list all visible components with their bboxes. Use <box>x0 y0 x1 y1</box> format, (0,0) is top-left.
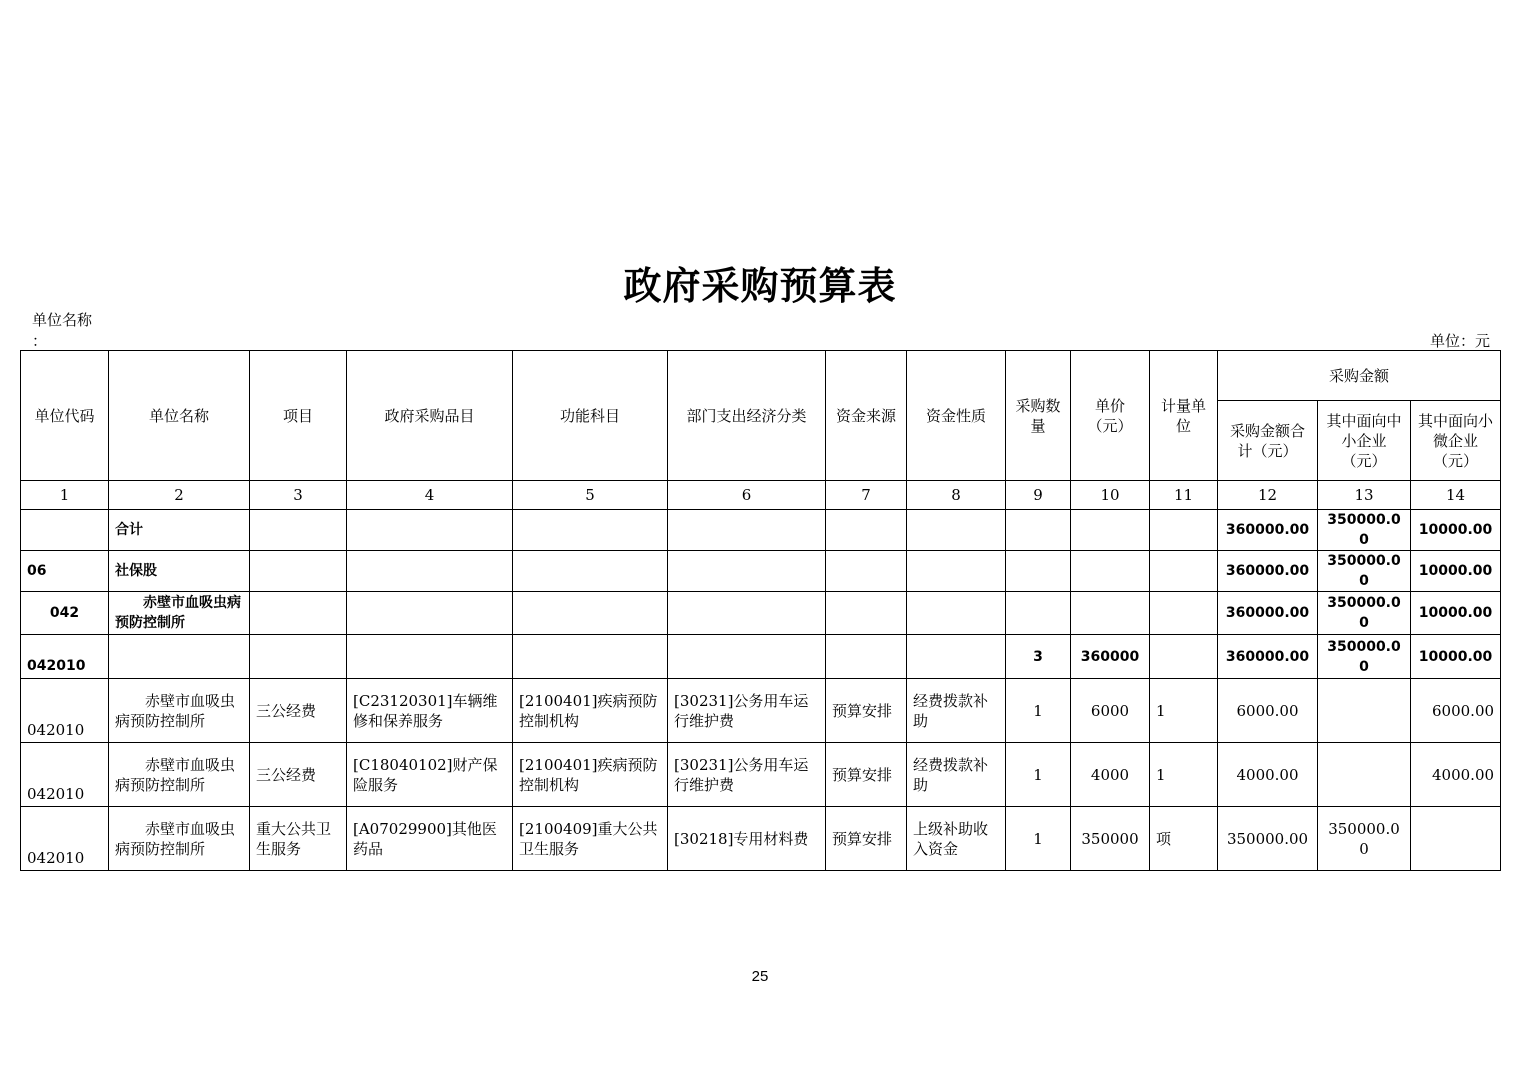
row-sme <box>1318 743 1411 807</box>
row-function: [2100401]疾病预防控制机构 <box>513 679 668 743</box>
header-sme: 其中面向中小企业（元） <box>1318 401 1411 481</box>
row-unit: 1 <box>1150 743 1218 807</box>
row-qty <box>1006 551 1071 592</box>
row-code: 042010 <box>21 679 109 743</box>
row-item: [A07029900]其他医药品 <box>347 807 513 871</box>
row-source: 预算安排 <box>826 807 907 871</box>
row-micro: 10000.00 <box>1411 635 1501 679</box>
row-price <box>1071 510 1150 551</box>
row-total: 360000.00 <box>1218 510 1318 551</box>
row-code: 042 <box>21 592 109 635</box>
row-micro: 10000.00 <box>1411 592 1501 635</box>
row-nature: 经费拨款补助 <box>907 679 1006 743</box>
row-name: 合计 <box>109 510 250 551</box>
col-number: 6 <box>668 481 826 510</box>
col-number: 10 <box>1071 481 1150 510</box>
row-name: 社保股 <box>109 551 250 592</box>
row-micro: 6000.00 <box>1411 679 1501 743</box>
row-source: 预算安排 <box>826 743 907 807</box>
row-code: 042010 <box>21 635 109 679</box>
row-micro: 10000.00 <box>1411 551 1501 592</box>
col-number: 4 <box>347 481 513 510</box>
row-code: 042010 <box>21 743 109 807</box>
page-title: 政府采购预算表 <box>623 263 897 308</box>
row-sme <box>1318 679 1411 743</box>
header-fund-nature: 资金性质 <box>907 351 1006 481</box>
procurement-budget-table <box>20 350 1501 871</box>
col-number: 11 <box>1150 481 1218 510</box>
summary-row-unit <box>21 592 1501 635</box>
summary-row-dept <box>21 551 1501 592</box>
row-micro: 4000.00 <box>1411 743 1501 807</box>
unit-name-label: 单位名称 <box>32 311 93 329</box>
row-project: 重大公共卫生服务 <box>250 807 347 871</box>
row-micro: 10000.00 <box>1411 510 1501 551</box>
unit-name-colon: ： <box>32 332 48 350</box>
col-number: 2 <box>109 481 250 510</box>
col-number: 14 <box>1411 481 1501 510</box>
summary-row-total <box>21 510 1501 551</box>
row-nature: 经费拨款补助 <box>907 743 1006 807</box>
row-econ: [30231]公务用车运行维护费 <box>668 743 826 807</box>
row-name: 赤壁市血吸虫病预防控制所 <box>109 807 250 871</box>
row-total: 350000.00 <box>1218 807 1318 871</box>
row-total: 360000.00 <box>1218 551 1318 592</box>
header-micro: 其中面向小微企业（元） <box>1411 401 1501 481</box>
col-number: 12 <box>1218 481 1318 510</box>
row-source: 预算安排 <box>826 679 907 743</box>
row-project: 三公经费 <box>250 743 347 807</box>
row-econ: [30231]公务用车运行维护费 <box>668 679 826 743</box>
row-price: 350000 <box>1071 807 1150 871</box>
row-code <box>21 510 109 551</box>
row-name: 赤壁市血吸虫病预防控制所 <box>109 679 250 743</box>
header-unit-name: 单位名称 <box>109 351 250 481</box>
row-total: 360000.00 <box>1218 635 1318 679</box>
row-item: [C23120301]车辆维修和保养服务 <box>347 679 513 743</box>
row-micro <box>1411 807 1501 871</box>
page-number: 25 <box>751 968 769 985</box>
row-price <box>1071 592 1150 635</box>
row-function: [2100401]疾病预防控制机构 <box>513 743 668 807</box>
row-sme: 350000.00 <box>1318 592 1411 635</box>
header-dept-econ-class: 部门支出经济分类 <box>668 351 826 481</box>
header-amount-total: 采购金额合计（元） <box>1218 401 1318 481</box>
row-total: 360000.00 <box>1218 592 1318 635</box>
row-item: [C18040102]财产保险服务 <box>347 743 513 807</box>
header-unit-code: 单位代码 <box>21 351 109 481</box>
row-qty <box>1006 510 1071 551</box>
row-sme: 350000.00 <box>1318 635 1411 679</box>
row-function: [2100409]重大公共卫生服务 <box>513 807 668 871</box>
row-name: 赤壁市血吸虫病预防控制所 <box>109 743 250 807</box>
row-qty: 1 <box>1006 807 1071 871</box>
table-row <box>21 807 1501 871</box>
header-measure-unit: 计量单位 <box>1150 351 1218 481</box>
row-sme: 350000.00 <box>1318 551 1411 592</box>
row-code: 042010 <box>21 807 109 871</box>
header-function-subject: 功能科目 <box>513 351 668 481</box>
header-quantity: 采购数量 <box>1006 351 1071 481</box>
col-number: 9 <box>1006 481 1071 510</box>
row-unit: 项 <box>1150 807 1218 871</box>
row-total: 4000.00 <box>1218 743 1318 807</box>
col-number: 8 <box>907 481 1006 510</box>
table-row <box>21 679 1501 743</box>
row-price: 4000 <box>1071 743 1150 807</box>
header-procurement-item: 政府采购品目 <box>347 351 513 481</box>
col-number: 13 <box>1318 481 1411 510</box>
col-number: 5 <box>513 481 668 510</box>
row-unit: 1 <box>1150 679 1218 743</box>
table-row <box>21 743 1501 807</box>
row-name: 赤壁市血吸虫病预防控制所 <box>109 592 250 635</box>
row-price <box>1071 551 1150 592</box>
currency-unit-label: 单位：元 <box>1429 332 1490 350</box>
row-project: 三公经费 <box>250 679 347 743</box>
row-qty <box>1006 592 1071 635</box>
row-qty: 3 <box>1006 635 1071 679</box>
row-code: 06 <box>21 551 109 592</box>
row-nature: 上级补助收入资金 <box>907 807 1006 871</box>
row-total: 6000.00 <box>1218 679 1318 743</box>
header-row-1 <box>21 351 1501 401</box>
summary-row-subunit <box>21 635 1501 679</box>
row-econ: [30218]专用材料费 <box>668 807 826 871</box>
header-fund-source: 资金来源 <box>826 351 907 481</box>
header-unit-price: 单价（元） <box>1071 351 1150 481</box>
col-number: 1 <box>21 481 109 510</box>
row-qty: 1 <box>1006 743 1071 807</box>
row-sme: 350000.00 <box>1318 510 1411 551</box>
row-price: 6000 <box>1071 679 1150 743</box>
header-project: 项目 <box>250 351 347 481</box>
header-amount-group: 采购金额 <box>1218 351 1501 401</box>
row-name <box>109 635 250 679</box>
col-number: 7 <box>826 481 907 510</box>
row-sme: 350000.00 <box>1318 807 1411 871</box>
row-qty: 1 <box>1006 679 1071 743</box>
row-price: 360000 <box>1071 635 1150 679</box>
col-number: 3 <box>250 481 347 510</box>
column-number-row <box>21 481 1501 510</box>
